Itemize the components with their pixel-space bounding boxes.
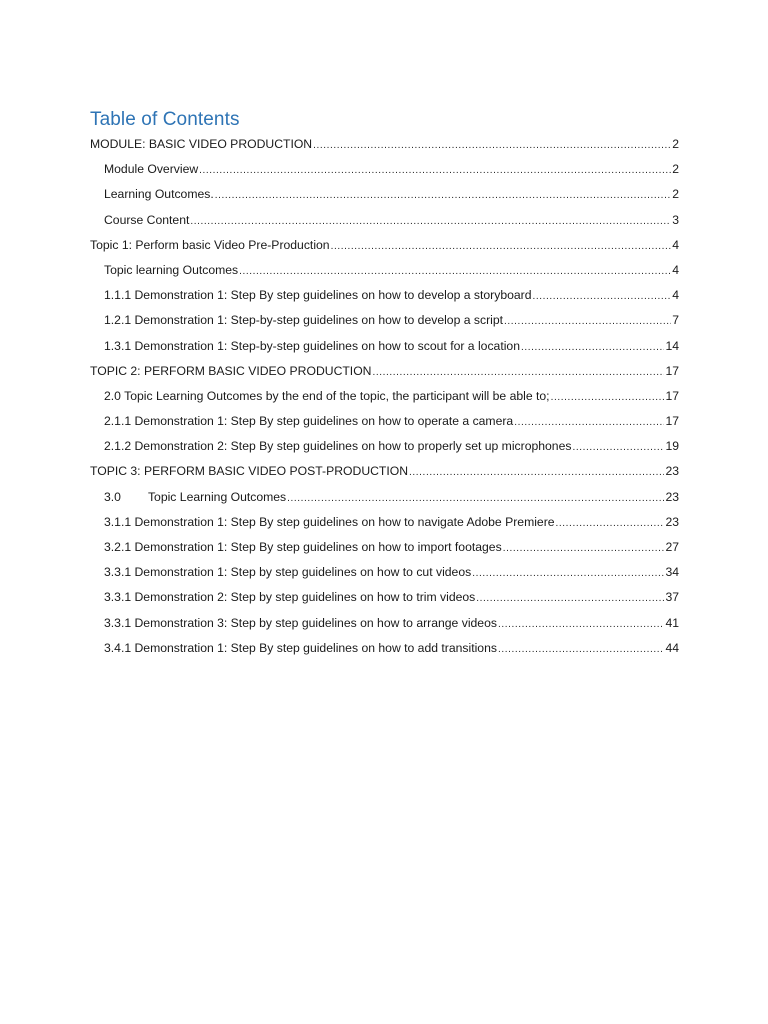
toc-title: Table of Contents	[90, 109, 240, 130]
toc-entry-label: 3.1.1 Demonstration 1: Step By step guidelines on how to navigate Adobe Premiere	[104, 514, 555, 529]
toc-entry[interactable]	[90, 537, 679, 562]
dot-leader	[504, 312, 671, 332]
toc-entry[interactable]	[90, 134, 679, 159]
toc-entry-number: 3.0	[104, 489, 121, 504]
toc-entry-label: 1.3.1 Demonstration 1: Step-by-step guidelines on how to scout for a location	[104, 338, 520, 353]
toc-entry[interactable]	[90, 285, 679, 310]
dot-leader	[514, 413, 664, 433]
toc-entry[interactable]	[90, 361, 679, 386]
toc-entry-label: Module Overview	[104, 162, 199, 177]
toc-page-number: 44	[665, 640, 679, 655]
toc-entry-text	[104, 638, 497, 658]
dot-leader	[409, 463, 664, 483]
toc-entry-text	[104, 210, 189, 230]
toc-entry-label: TOPIC 3: PERFORM BASIC VIDEO POST-PRODUCTION	[90, 464, 409, 479]
toc-entry-text	[104, 159, 198, 179]
dot-leader	[533, 287, 672, 307]
toc-entry-text	[104, 436, 571, 456]
toc-entry-text	[104, 411, 513, 431]
toc-entry-label: 1.1.1 Demonstration 1: Step By step guidelines on how to develop a storyboard	[104, 288, 532, 303]
toc-page-number: 23	[665, 514, 679, 529]
dot-leader	[313, 136, 671, 156]
dot-leader	[503, 539, 665, 559]
toc-entry-label: 3.3.1 Demonstration 3: Step by step guidelines on how to arrange videos	[104, 615, 497, 630]
toc-entry[interactable]	[90, 159, 679, 184]
toc-entry-text	[104, 386, 550, 406]
dot-leader	[476, 589, 664, 609]
toc-entry-text	[104, 336, 520, 356]
toc-entry-label: 2.1.2 Demonstration 2: Step By step guidelines on how to properly set up microphones	[104, 439, 572, 454]
toc-entry-label: 3.3.1 Demonstration 2: Step by step guidelines on how to trim videos	[104, 590, 476, 605]
toc-entry-label: Course Content	[104, 212, 190, 227]
toc-page-number: 7	[672, 313, 679, 328]
toc-entry-label: 3.4.1 Demonstration 1: Step By step guidelines on how to add transitions	[104, 640, 497, 655]
toc-page-number: 3	[672, 212, 679, 227]
toc-page-number: 17	[665, 388, 679, 403]
toc-entry-text	[90, 461, 408, 481]
toc-entry-label: 1.2.1 Demonstration 1: Step-by-step guidelines on how to develop a script	[104, 313, 504, 328]
toc-entry[interactable]	[90, 411, 679, 436]
toc-page-number: 2	[672, 137, 679, 151]
toc-entry-text	[104, 613, 497, 633]
toc-entry-text	[90, 235, 330, 255]
toc-page-number: 37	[665, 590, 679, 605]
toc-page-number: 27	[665, 540, 679, 554]
toc-page-number: 2	[672, 162, 679, 177]
toc-page-number: 2	[672, 187, 679, 202]
toc-entry-label: Topic learning Outcomes	[104, 262, 239, 277]
toc-entry-text	[104, 285, 532, 305]
toc-entry-text	[104, 260, 238, 280]
dot-leader	[472, 564, 664, 584]
toc-entry-label: Topic Learning Outcomes	[147, 489, 287, 504]
dot-leader	[498, 615, 664, 635]
toc-entry-label: Learning Outcomes.	[104, 187, 214, 202]
toc-entry[interactable]	[90, 638, 679, 663]
toc-entry-text	[90, 134, 312, 154]
toc-entry[interactable]	[90, 184, 679, 209]
toc-entry-text	[104, 184, 214, 204]
dot-leader	[331, 237, 672, 257]
toc-entry[interactable]	[90, 562, 679, 587]
toc-entry[interactable]	[90, 587, 679, 612]
toc-entry-text	[104, 512, 555, 532]
toc-entry[interactable]	[90, 336, 679, 361]
toc-page-number: 4	[672, 262, 679, 277]
dot-leader	[215, 186, 671, 206]
toc-entry[interactable]	[90, 436, 679, 461]
dot-leader	[521, 338, 664, 358]
toc-entry-label: TOPIC 2: PERFORM BASIC VIDEO PRODUCTION	[90, 363, 372, 378]
toc-page-number: 41	[665, 615, 679, 630]
toc-entry-label: 3.2.1 Demonstration 1: Step By step guidelines on how to import footages	[104, 540, 502, 554]
toc-entry-label: MODULE: BASIC VIDEO PRODUCTION	[90, 137, 313, 151]
toc-entry-text	[104, 587, 475, 607]
dot-leader	[498, 640, 664, 660]
toc-entry[interactable]	[90, 461, 679, 486]
toc-list	[90, 134, 679, 663]
toc-entry[interactable]	[90, 487, 679, 512]
toc-page-number: 14	[665, 338, 679, 353]
toc-page-number: 34	[665, 565, 679, 580]
toc-entry[interactable]	[90, 613, 679, 638]
toc-entry[interactable]	[90, 512, 679, 537]
dot-leader	[287, 489, 664, 509]
toc-entry-label: 2.1.1 Demonstration 1: Step By step guidelines on how to operate a camera	[104, 414, 514, 429]
dot-leader	[190, 212, 671, 232]
dot-leader	[572, 438, 664, 458]
toc-page-number: 4	[672, 237, 679, 252]
toc-entry-label: 3.3.1 Demonstration 1: Step by step guidelines on how to cut videos	[104, 565, 472, 580]
toc-entry-text	[104, 537, 502, 557]
dot-leader	[551, 388, 665, 408]
toc-page-number: 19	[665, 439, 679, 454]
toc-entry[interactable]	[90, 386, 679, 411]
toc-entry[interactable]	[90, 310, 679, 335]
toc-entry[interactable]	[90, 260, 679, 285]
dot-leader	[372, 363, 664, 383]
toc-page-number: 23	[665, 464, 679, 479]
toc-page-number: 4	[672, 288, 679, 303]
toc-page-number: 17	[665, 414, 679, 429]
dot-leader	[199, 161, 671, 181]
toc-entry[interactable]	[90, 235, 679, 260]
toc-entry-label: Topic 1: Perform basic Video Pre-Production	[90, 237, 330, 252]
toc-entry-text	[104, 487, 286, 507]
toc-entry-text	[104, 310, 503, 330]
toc-page-number: 17	[665, 363, 679, 378]
toc-entry-text	[104, 562, 471, 582]
toc-entry-text	[90, 361, 371, 381]
dot-leader	[239, 262, 671, 282]
toc-entry[interactable]	[90, 210, 679, 235]
toc-entry-label: 2.0 Topic Learning Outcomes by the end of the topic, the participant will be able to;	[104, 388, 550, 403]
toc-page-number: 23	[665, 489, 679, 504]
dot-leader	[556, 514, 665, 534]
